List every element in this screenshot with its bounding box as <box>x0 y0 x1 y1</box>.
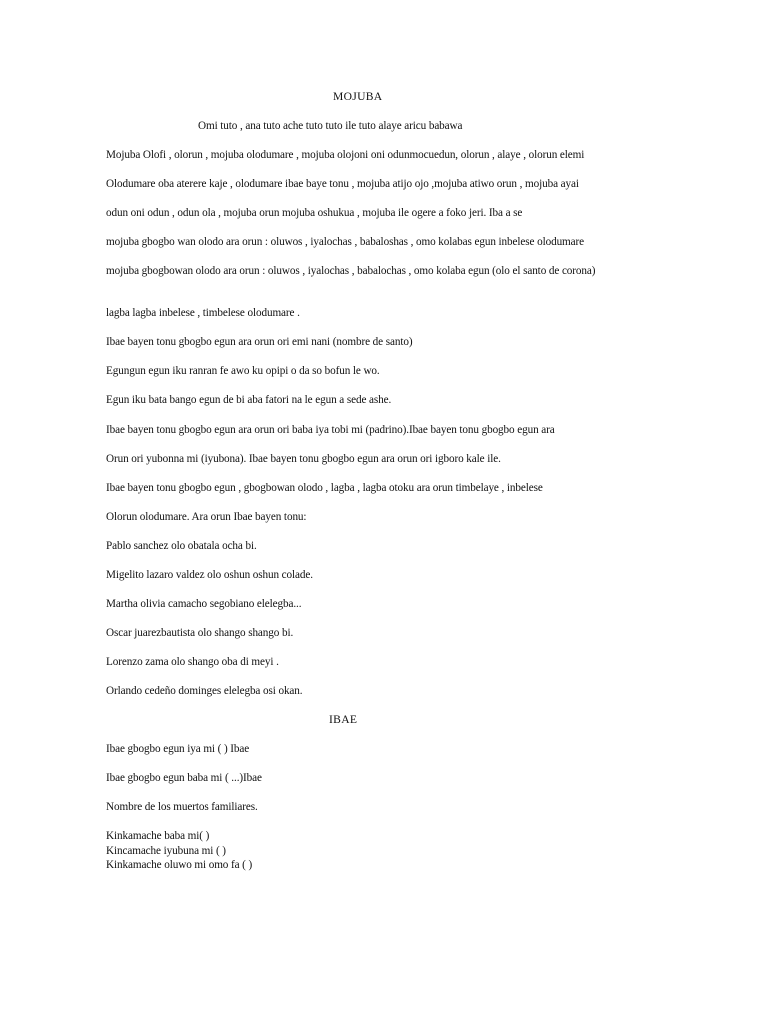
document-subtitle: Omi tuto , ana tuto ache tuto tuto ile tuto alaye aricu babawa <box>198 120 463 132</box>
paragraph-line: Martha olivia camacho segobiano elelegba... <box>106 598 302 610</box>
paragraph-line: Lorenzo zama olo shango oba di meyi . <box>106 656 279 668</box>
paragraph-line: Ibae bayen tonu gbogbo egun ara orun ori emi nani (nombre de santo) <box>106 336 413 348</box>
kinkamache-line: Kinkamache baba mi( ) <box>106 830 210 842</box>
paragraph-line: Ibae bayen tonu gbogbo egun ara orun ori baba iya tobi mi (padrino).Ibae bayen tonu gbogbo egun ara <box>106 424 555 436</box>
paragraph-line: Orun ori yubonna mi (iyubona). Ibae bayen tonu gbogbo egun ara orun ori igboro kale ile. <box>106 453 501 465</box>
paragraph-line: Olodumare oba aterere kaje , olodumare ibae baye tonu , mojuba atijo ojo ,mojuba atiwo orun , mojuba ayai <box>106 178 579 190</box>
kinkamache-line: Kinkamache oluwo mi omo fa ( ) <box>106 859 253 871</box>
paragraph-line: Egungun egun iku ranran fe awo ku opipi o da so bofun le wo. <box>106 365 380 377</box>
paragraph-line: Pablo sanchez olo obatala ocha bi. <box>106 540 257 552</box>
paragraph-line: Orlando cedeño dominges elelegba osi okan. <box>106 685 303 697</box>
paragraph-line: mojuba gbogbowan olodo ara orun : oluwos , iyalochas , babalochas , omo kolaba egun (olo el santo de corona) <box>106 265 596 277</box>
paragraph-line: Egun iku bata bango egun de bi aba fatori na le egun a sede ashe. <box>106 394 392 406</box>
paragraph-line: Migelito lazaro valdez olo oshun oshun colade. <box>106 569 313 581</box>
paragraph-line: Olorun olodumare. Ara orun Ibae bayen tonu: <box>106 511 307 523</box>
ibae-line: Ibae gbogbo egun baba mi ( ...)Ibae <box>106 772 262 784</box>
paragraph-line: Oscar juarezbautista olo shango shango bi. <box>106 627 294 639</box>
ibae-line: Nombre de los muertos familiares. <box>106 801 258 813</box>
paragraph-line: Ibae bayen tonu gbogbo egun , gbogbowan olodo , lagba , lagba otoku ara orun timbelaye , inbelese <box>106 482 543 494</box>
ibae-line: Ibae gbogbo egun iya mi ( ) Ibae <box>106 743 250 755</box>
paragraph-line: Mojuba Olofi , olorun , mojuba olodumare , mojuba olojoni oni odunmocuedun, olorun , alaye , olorun elemi <box>106 149 585 161</box>
kinkamache-line: Kincamache iyubuna mi ( ) <box>106 845 226 857</box>
paragraph-line: mojuba gbogbo wan olodo ara orun : oluwos , iyalochas , babaloshas , omo kolabas egun inbelese olodumare <box>106 236 585 248</box>
section-title: IBAE <box>329 713 358 726</box>
paragraph-line: lagba lagba inbelese , timbelese olodumare . <box>106 307 300 319</box>
document-title: MOJUBA <box>333 90 383 103</box>
paragraph-line: odun oni odun , odun ola , mojuba orun mojuba oshukua , mojuba ile ogere a foko jeri. Iba a se <box>106 207 523 219</box>
